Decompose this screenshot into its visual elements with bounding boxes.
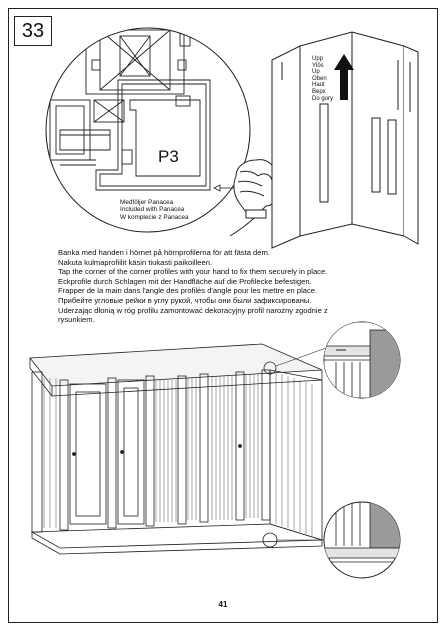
part-label-p3: P3: [158, 147, 179, 166]
zoom-connector-lines: [276, 348, 326, 540]
hand-icon: [230, 160, 278, 236]
instruction-line: Uderzając dłonią w róg profilu zamontować dekoracyjny profil narożny zgodnie z rysunkiem.: [58, 305, 328, 325]
zoom-detail-bottom: [324, 502, 404, 578]
instruction-line: Прибейте угловые рейки в углу рукой, чтобы они были зафиксированы.: [58, 295, 312, 305]
instruction-line: Frapper de la main dans l'angle des profilés d'angle pour les mettre en place.: [58, 286, 318, 296]
shed-assembly-drawing: [30, 344, 322, 554]
direction-label: Haut: [312, 82, 325, 89]
page-number: 41: [218, 600, 228, 609]
direction-label: Верх: [312, 88, 326, 95]
direction-label: Upp: [312, 56, 324, 62]
callout-text: [120, 199, 189, 221]
step-number: 33: [21, 19, 45, 42]
callout-line: Included with Panacea: [120, 206, 185, 214]
direction-label: Oben: [312, 75, 327, 82]
instruction-line: Nakuta kulmaprofiilit käsin tiukasti paikoilleen.: [58, 257, 213, 267]
direction-label: Ylös: [312, 62, 324, 69]
instruction-text: [58, 248, 358, 325]
instruction-line: Banka med handen i hörnet på hörnprofilerna för att fästa dem.: [58, 248, 270, 257]
zoom-detail-top: [324, 322, 404, 400]
direction-label: Up: [312, 69, 320, 76]
direction-label: Do gory: [312, 95, 334, 102]
callout-line: Medföljer Panacea: [120, 199, 174, 206]
instruction-line: Tap the corner of the corner profiles with your hand to fix them securely in place.: [58, 267, 328, 277]
instruction-line: Eckprofile durch Schlagen mit der Handfläche auf die Profilecke befestigen.: [58, 276, 312, 286]
callout-line: W komplecie z Panacea: [120, 213, 189, 221]
direction-labels: [312, 56, 333, 102]
